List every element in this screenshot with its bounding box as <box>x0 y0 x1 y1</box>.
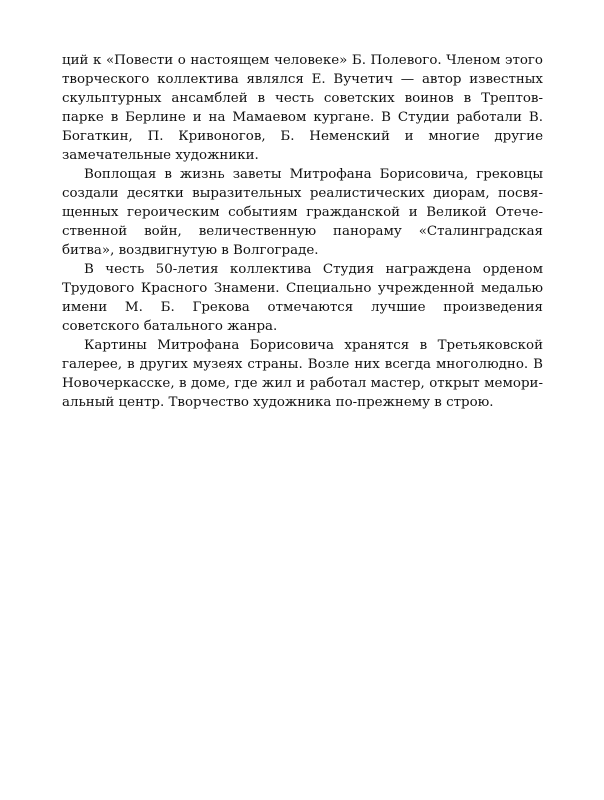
paragraph-3: В честь 50-летия коллектива Студия награждена орденом Трудового Красного Знамени. Специально учрежденной медалью имени М. Б. Грекова отмечаются лучшие произведения советского батального жанра. <box>62 262 543 334</box>
page-text-block <box>62 51 543 412</box>
paragraph-1: ций к «Повести о настоящем человеке» Б. Полевого. Членом этого творческого коллектива являлся Е. Вучетич — автор известных скульптурных ансамблей в честь советских воинов в Трептов-парке в Берлине и на Мамаевом кургане. В Студии работали В. Богаткин, П. Кривоногов, Б. Неменский и многие другие замечательные художники. <box>62 53 543 163</box>
paragraph-4: Картины Митрофана Борисовича хранятся в Третьяковской галерее, в других музеях страны. Возле них всегда многолюдно. В Новочеркасске, в доме, где жил и работал мастер, открыт мемориальный центр. Творчество художника по-прежнему в строю. <box>62 338 543 410</box>
paragraph-2: Воплощая в жизнь заветы Митрофана Борисовича, грековцы создали десятки выразительных реалистических диорам, посвященных героическим событиям гражданской и Великой Отечественной войн, величественную панораму «Сталинградская битва», воздвигнутую в Волгограде. <box>62 167 543 258</box>
